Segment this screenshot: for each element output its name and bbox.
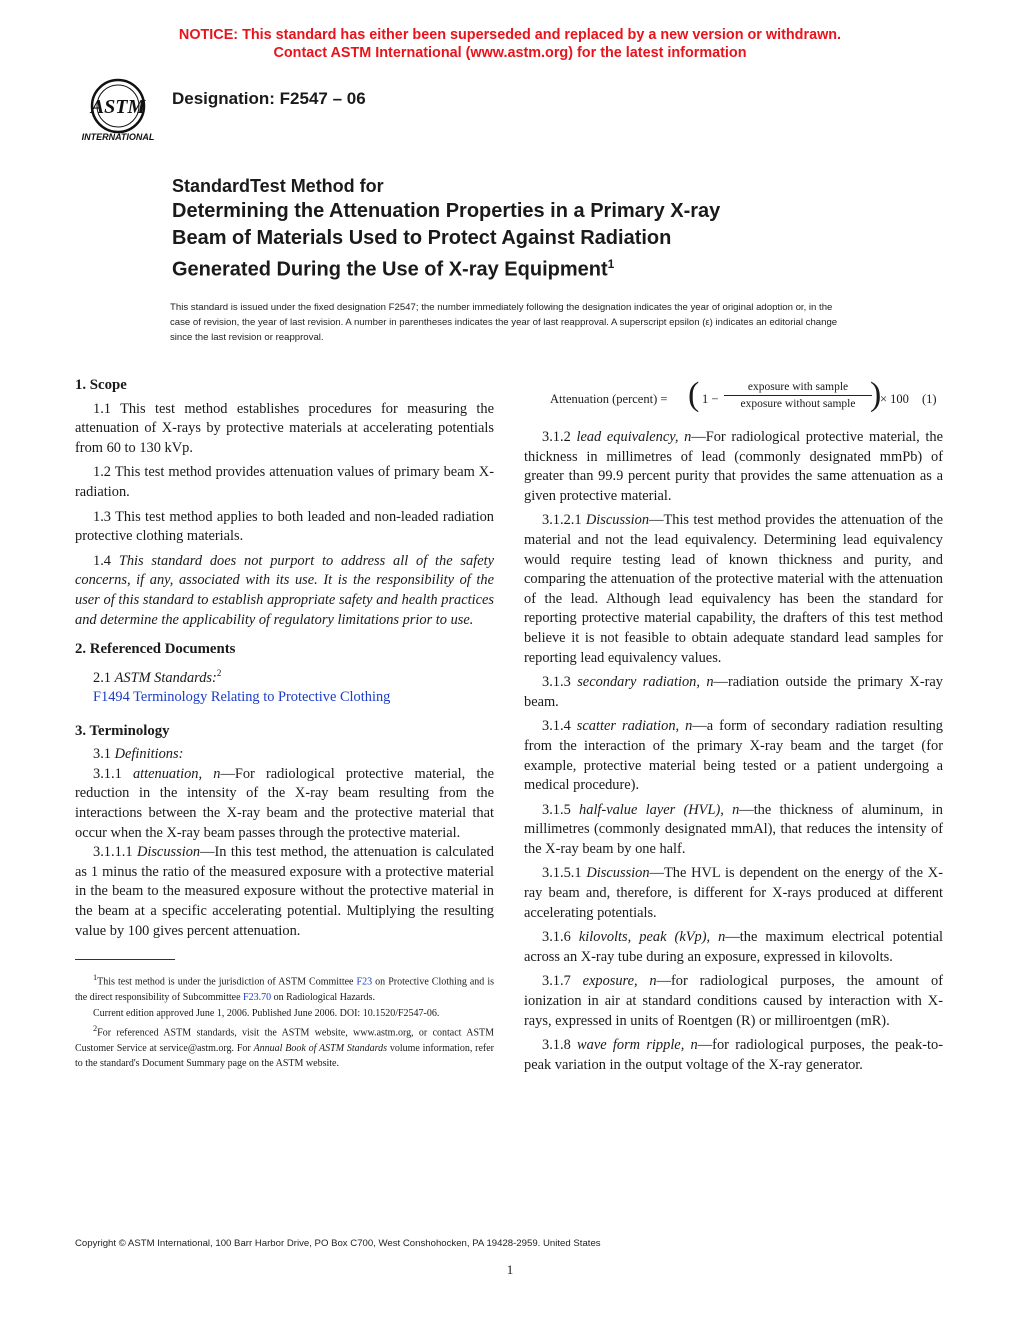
term-3-1-8: 3.1.8 wave form ripple, n—for radiological purposes, the peak-to-peak variation in the output voltage of the X-ray generator.	[524, 1037, 943, 1073]
term-3-1-3: 3.1.3 secondary radiation, n—radiation outside the primary X-ray beam.	[524, 674, 943, 710]
logo-subtext: INTERNATIONAL	[81, 132, 155, 142]
section-heading-scope: 1. Scope	[75, 377, 127, 393]
footnote-2: $^2$For referenced ASTM standards, visit the ASTM website, www.astm.org, or contact ASTM Customer Service at service@astm.org. For Annual Book of ASTM Standards volume information, refer to the standard's Document Summary page on the ASTM website.	[75, 1024, 495, 1070]
term-3-1-2: 3.1.2 lead equivalency, n—For radiological protective material, the thickness in millimetres of lead (commonly designated mmPb) of greater than 99.9 percent purity that provides the same attenuation as a given protective material.	[524, 429, 944, 504]
scope-1-1: 1.1 This test method establishes procedures for measuring the attenuation of X-rays by protective materials at accelerating potentials from 60 to 130 kVp.	[75, 400, 494, 456]
page-number: 1	[506, 1262, 514, 1277]
title-line-2: Determining the Attenuation Properties in a Primary X-ray	[172, 200, 721, 222]
designation: Designation: F2547 – 06	[172, 89, 366, 108]
title-footnote-mark: 1	[607, 257, 615, 271]
subcommittee-link[interactable]: F23.70	[243, 992, 272, 1004]
equation-1: Attenuation (percent) = ( 1 − exposure with sample exposure without sample ) × 100 (1)	[550, 376, 937, 413]
equation-denominator: exposure without sample	[740, 398, 856, 410]
term-3-1-5: 3.1.5 half-value layer (HVL), n—the thickness of aluminum, in millimetres (commonly designated mmAl), that reduces the intensity of the X-ray beam by one half.	[524, 801, 943, 857]
copyright: Copyright © ASTM International, 100 Barr Harbor Drive, PO Box C700, West Conshohocken, PA 19428-2959. United States	[75, 1238, 601, 1249]
title-line-4: Generated During the Use of X-ray Equipment	[172, 258, 608, 281]
notice-line-1: NOTICE: This standard has either been superseded and replaced by a new version or withdrawn.	[178, 27, 842, 43]
right-column	[524, 378, 943, 1075]
term-3-1-5-1: 3.1.5.1 Discussion—The HVL is dependent on the energy of the X-ray beam and, therefore, is different for X-rays produced at different accelerating potentials.	[524, 865, 943, 921]
term-3-1-1: 3.1.1 attenuation, n—For radiological protective material, the reduction in the intensity of the X-ray beam resulting from the interactions between the X-ray beam and the protective material that occur when the X-ray beam passes through the protective material.	[75, 765, 494, 841]
term-3-1: 3.1 Definitions:	[93, 746, 184, 763]
footnote-1-current: Current edition approved June 1, 2006. Published June 2006. DOI: 10.1520/F2547-06.	[93, 1007, 440, 1019]
ref-2-1: 2.1 ASTM Standards:$^2$	[93, 667, 222, 686]
title-line-1: StandardTest Method for	[172, 176, 384, 196]
section-heading-terminology: 3. Terminology	[75, 722, 170, 739]
term-3-1-6: 3.1.6 kilovolts, peak (kVp), n—the maximum electrical potential across an X-ray tube during an exposure, expressed in kilovolts.	[524, 929, 943, 965]
ref-title-link[interactable]: Terminology Relating to Protective Clothing	[133, 689, 391, 706]
left-column	[75, 376, 494, 1072]
committee-link[interactable]: F23	[356, 976, 373, 988]
logo-text: ASTM	[90, 96, 146, 118]
ref-f1494	[75, 688, 494, 708]
term-3-1-4: 3.1.4 scatter radiation, n—a form of secondary radiation resulting from the interaction of the primary X-ray beam and the target (for example, protective material being tested or a patient undergoing a medical procedure).	[524, 718, 943, 794]
withdrawal-notice	[0, 26, 1020, 62]
footnote-rule	[75, 959, 175, 960]
equation-one-minus: 1 −	[702, 392, 719, 406]
footnote-1: $^1$This test method is under the jurisdiction of ASTM Committee F23 on Protective Clothing and is the direct responsibility of Subcommittee F23.70 on Radiological Hazards.	[75, 973, 495, 1004]
term-3-1-1-1: 3.1.1.1 Discussion—In this test method, the attenuation is calculated as 1 minus the ratio of the measured exposure with a protective material in the beam to the measured exposure without the protective material in the beam at a specific accelerating potential. Multiplying the resulting value by 100 gives percent attenuation.	[75, 844, 494, 939]
term-3-1-2-1: 3.1.2.1 Discussion—This test method provides the attenuation of the material and not the lead equivalency. Determining lead equivalency would require testing lead of known thickness and purity, and comparing the attenuation of the protective material with the attenuation of the lead. Although lead equivalency has been the standard for reporting protective material capability, the drafters of this test method believe it is not feasible to obtain adequate standard lead samples for reporting lead equivalency values.	[524, 512, 943, 666]
notice-line-2: Contact ASTM International (www.astm.org) for the latest information	[273, 45, 747, 61]
preamble: This standard is issued under the fixed designation F2547; the number immediately following the designation indicates the year of original adoption or, in the case of revision, the year of last revision. A number in parentheses indicates the year of last reapproval. A superscript epsilon (ε) indicates an editorial change since the last revision or reapproval.	[170, 302, 838, 343]
equation-fraction	[724, 379, 872, 412]
equation-number: (1)	[922, 392, 937, 406]
section-heading-referenced: 2. Referenced Documents	[75, 641, 236, 658]
equation-lhs: Attenuation (percent) =	[550, 392, 668, 406]
term-3-1-7: 3.1.7 exposure, n—for radiological purposes, the amount of ionization in air at standard conditions caused by interaction with X-rays, expressed in units of Roentgen (R) or milliroentgen (mR).	[524, 973, 943, 1029]
astm-logo	[72, 76, 164, 144]
scope-1-3: 1.3 This test method applies to both leaded and non-leaded radiation protective clothing materials.	[75, 508, 494, 545]
equation-numerator: exposure with sample	[724, 379, 872, 396]
document-title	[172, 174, 892, 283]
title-line-3: Beam of Materials Used to Protect Against Radiation	[172, 226, 672, 249]
ref-code-link[interactable]: F1494	[93, 689, 130, 706]
equation-times: × 100	[880, 392, 909, 406]
scope-1-2: 1.2 This test method provides attenuation values of primary beam X-radiation.	[75, 464, 494, 500]
scope-1-4: 1.4 This standard does not purport to address all of the safety concerns, if any, associated with its use. It is the responsibility of the user of this standard to establish appropriate safety and health practices and determine the applicability of regulatory limitations prior to use.	[75, 552, 494, 628]
